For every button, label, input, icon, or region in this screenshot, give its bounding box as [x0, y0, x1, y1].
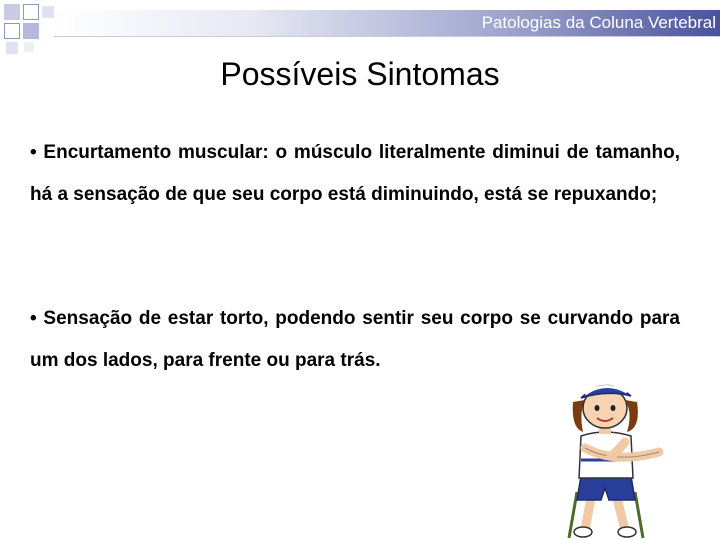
slide-title: Possíveis Sintomas	[220, 56, 500, 92]
cartoon-boy-stretching-icon	[555, 372, 665, 540]
decorative-square	[4, 4, 20, 20]
header-divider	[54, 36, 720, 37]
decorative-square	[23, 23, 39, 39]
bullet-paragraph: • Encurtamento muscular: o músculo literalmente diminui de tamanho, há a sensação de que seu corpo está diminuindo, está se repuxando;	[30, 142, 680, 205]
decorative-square	[24, 42, 34, 52]
decorative-square	[23, 4, 39, 20]
decorative-square	[4, 23, 20, 39]
decorative-square	[6, 42, 18, 54]
header-title: Patologias da Coluna Vertebral	[481, 13, 716, 32]
decorative-square	[42, 6, 54, 18]
bullet-paragraph: • Sensação de estar torto, podendo sentir seu corpo se curvando para um dos lados, para frente ou para trás.	[30, 308, 680, 371]
